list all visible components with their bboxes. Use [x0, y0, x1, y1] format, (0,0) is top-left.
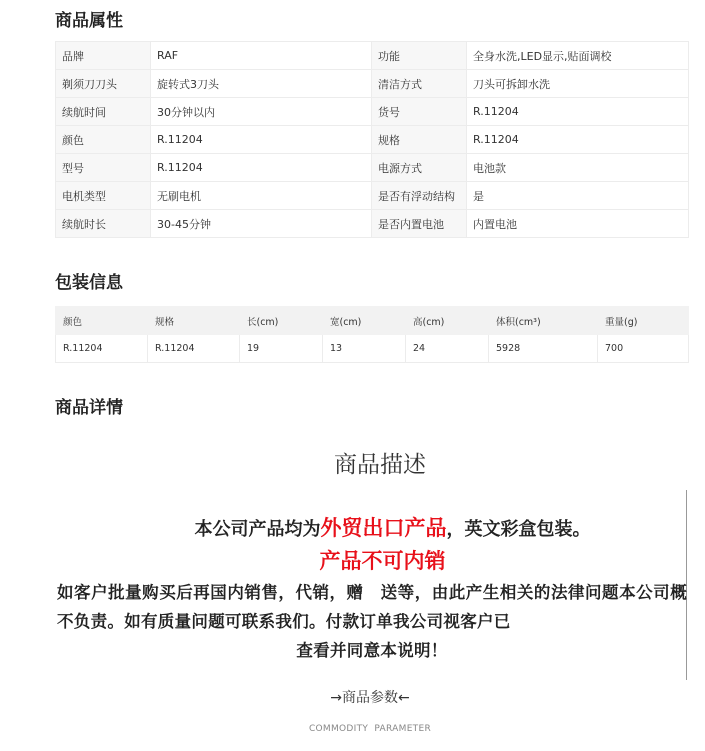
attribute-key: 规格 — [372, 126, 467, 154]
commodity-parameter-subtitle: COMMODITY PARAMETER — [308, 724, 432, 734]
packaging-header: 规格 — [148, 307, 240, 335]
attribute-row — [56, 154, 689, 182]
no-domestic-sale-notice: 产品不可内销 — [319, 548, 446, 573]
attribute-value: R.11204 — [151, 126, 372, 154]
attribute-value: 电池款 — [467, 154, 689, 182]
attributes-title: 商品属性 — [55, 11, 123, 31]
attribute-row — [56, 98, 689, 126]
attribute-row — [56, 42, 689, 70]
attribute-value: 旋转式3刀头 — [151, 70, 372, 98]
attribute-key: 续航时长 — [56, 210, 151, 238]
packaging-header: 宽(cm) — [323, 307, 406, 335]
attribute-row — [56, 126, 689, 154]
attribute-value: R.11204 — [467, 98, 689, 126]
export-notice-post: ，英文彩盒包装。 — [446, 519, 591, 540]
export-notice-highlight: 外贸出口产品 — [320, 515, 447, 540]
attribute-key: 品牌 — [56, 42, 151, 70]
attribute-key: 清洁方式 — [372, 70, 467, 98]
attribute-row — [56, 210, 689, 238]
attribute-key: 是否内置电池 — [372, 210, 467, 238]
attribute-value: 刀头可拆卸水洗 — [467, 70, 689, 98]
attribute-value: 30分钟以内 — [151, 98, 372, 126]
attribute-value: 是 — [467, 182, 689, 210]
attribute-key: 电源方式 — [372, 154, 467, 182]
packaging-cell: R.11204 — [56, 335, 148, 363]
packaging-cell: 13 — [323, 335, 406, 363]
disclaimer-last: 查看并同意本说明！ — [296, 641, 448, 660]
attribute-value: R.11204 — [467, 126, 689, 154]
attribute-value: RAF — [151, 42, 372, 70]
packaging-title: 包装信息 — [55, 273, 123, 293]
attribute-row — [56, 70, 689, 98]
packaging-cell: 19 — [240, 335, 323, 363]
disclaimer-main: 如客户批量购买后再国内销售，代销，赠 送等，由此产生相关的法律问题本公司概不负责。如有质量问题可联系我们。付款订单我公司视客户已 — [57, 583, 687, 631]
attribute-key: 是否有浮动结构 — [372, 182, 467, 210]
packaging-cell: 5928 — [489, 335, 598, 363]
attribute-key: 型号 — [56, 154, 151, 182]
packaging-table — [55, 306, 689, 363]
attribute-key: 货号 — [372, 98, 467, 126]
export-notice — [0, 512, 705, 542]
attribute-value: 无刷电机 — [151, 182, 372, 210]
packaging-header: 高(cm) — [406, 307, 489, 335]
packaging-cell: 24 — [406, 335, 489, 363]
packaging-header: 颜色 — [56, 307, 148, 335]
packaging-header: 长(cm) — [240, 307, 323, 335]
attribute-key: 功能 — [372, 42, 467, 70]
attribute-key: 续航时间 — [56, 98, 151, 126]
attribute-key: 剃须刀刀头 — [56, 70, 151, 98]
attribute-row — [56, 182, 689, 210]
attribute-value: R.11204 — [151, 154, 372, 182]
packaging-cell: R.11204 — [148, 335, 240, 363]
packaging-row — [56, 335, 689, 363]
attribute-key: 电机类型 — [56, 182, 151, 210]
details-title: 商品详情 — [55, 398, 123, 418]
attributes-table — [55, 41, 689, 238]
packaging-header: 体积(cm³) — [489, 307, 598, 335]
attribute-value: 内置电池 — [467, 210, 689, 238]
description-title: 商品描述 — [334, 452, 426, 478]
commodity-parameter-title: →商品参数← — [330, 690, 410, 706]
packaging-cell: 700 — [598, 335, 689, 363]
attribute-value: 全身水洗,LED显示,贴面调校 — [467, 42, 689, 70]
export-notice-pre: 本公司产品均为 — [194, 519, 321, 540]
packaging-header: 重量(g) — [598, 307, 689, 335]
disclaimer-paragraph — [57, 578, 687, 665]
attribute-value: 30-45分钟 — [151, 210, 372, 238]
attribute-key: 颜色 — [56, 126, 151, 154]
